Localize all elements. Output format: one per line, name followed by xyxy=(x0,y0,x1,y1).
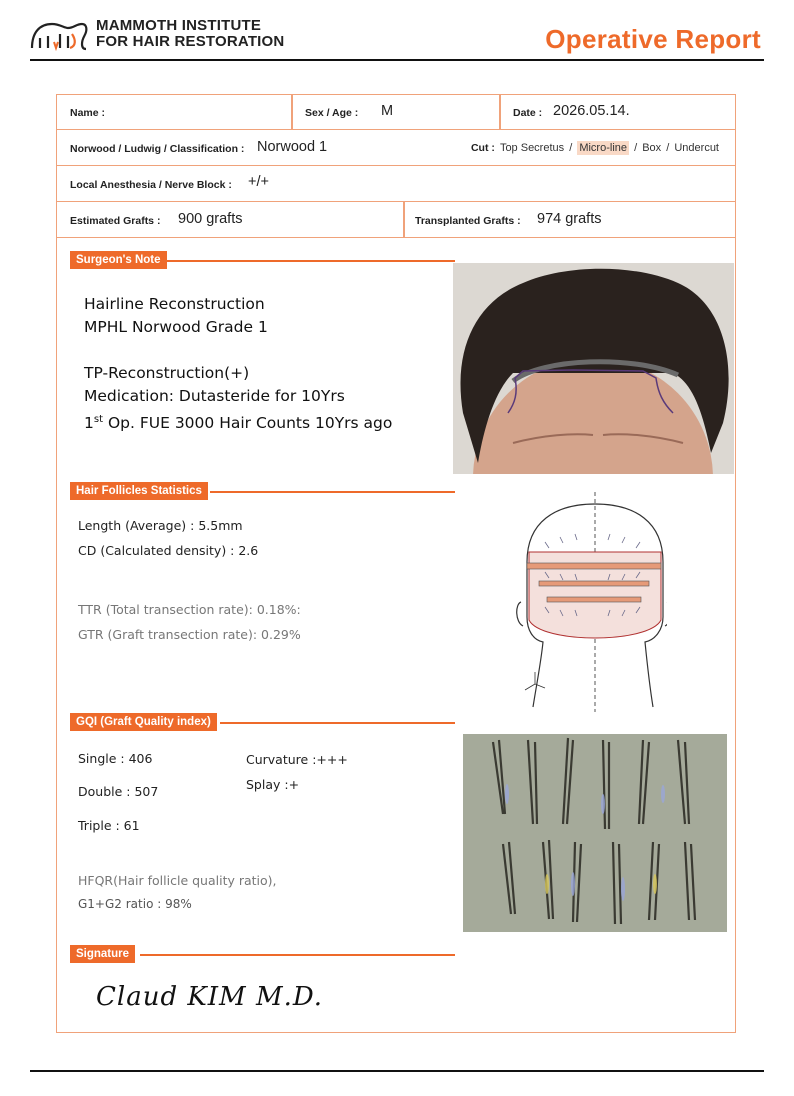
divider xyxy=(499,94,501,129)
section-rule xyxy=(166,260,455,262)
cut-option-micro-line[interactable]: Micro-line xyxy=(579,142,628,154)
signature-heading: Signature xyxy=(70,945,135,963)
cut-label: Cut : xyxy=(470,142,495,154)
sex-age-label: Sex / Age : xyxy=(305,107,359,119)
cut-option-box[interactable]: Box xyxy=(642,142,662,154)
row-grafts xyxy=(56,202,736,238)
follicle-stats-heading: Hair Follicles Statistics xyxy=(70,482,208,500)
date-value[interactable]: 2026.05.14. xyxy=(553,103,630,119)
row-name-sex-date xyxy=(56,94,736,130)
name-label: Name : xyxy=(70,107,106,119)
logo-text xyxy=(96,18,284,50)
cut-option-undercut[interactable]: Undercut xyxy=(674,142,719,154)
date-label: Date : xyxy=(513,107,543,119)
cut-separator: / xyxy=(666,142,670,154)
surgeons-note-heading: Surgeon's Note xyxy=(70,251,167,269)
estimated-grafts-label: Estimated Grafts : xyxy=(70,215,161,227)
cut-option-top-secretus[interactable]: Top Secretus xyxy=(499,142,565,154)
gqi-heading: GQI (Graft Quality index) xyxy=(70,713,217,731)
stat-cd: CD (Calculated density) : 2.6 xyxy=(78,543,259,558)
note-line: MPHL Norwood Grade 1 xyxy=(84,318,268,336)
section-rule xyxy=(220,722,455,724)
graft-micrograph-photo xyxy=(463,734,727,932)
section-rule xyxy=(140,954,455,956)
gqi-splay: Splay :+ xyxy=(246,777,300,792)
classification-label: Norwood / Ludwig / Classification : xyxy=(70,143,245,155)
mammoth-logo-icon xyxy=(30,18,88,52)
signature-handwritten: Claud KIM M.D. xyxy=(96,982,324,1012)
gqi-double: Double : 507 xyxy=(78,784,159,799)
row-anesthesia xyxy=(56,166,736,202)
sex-age-value[interactable]: M xyxy=(381,103,394,119)
stat-length: Length (Average) : 5.5mm xyxy=(78,518,243,533)
divider xyxy=(403,202,405,237)
gqi-triple: Triple : 61 xyxy=(78,818,140,833)
logo-line-2: FOR HAIR RESTORATION xyxy=(96,33,285,50)
footer-divider xyxy=(30,1070,764,1072)
note-line: 1st Op. FUE 3000 Hair Counts 10Yrs ago xyxy=(84,414,393,433)
anesthesia-value[interactable]: +/+ xyxy=(248,174,269,190)
gqi-curvature: Curvature :+++ xyxy=(246,752,348,767)
patient-head-photo xyxy=(453,263,734,474)
gqi-g1g2: G1+G2 ratio : 98% xyxy=(78,897,192,911)
transplanted-grafts-value[interactable]: 974 grafts xyxy=(537,211,602,227)
note-line: TP-Reconstruction(+) xyxy=(84,364,250,382)
note-line: Medication: Dutasteride for 10Yrs xyxy=(84,387,345,405)
donor-area-diagram xyxy=(515,492,667,712)
follicle-stats-header xyxy=(70,482,455,500)
note-line: Hairline Reconstruction xyxy=(84,295,265,313)
transplanted-grafts-label: Transplanted Grafts : xyxy=(415,215,521,227)
cut-options xyxy=(470,142,720,154)
gqi-single: Single : 406 xyxy=(78,751,153,766)
gqi-header xyxy=(70,713,455,731)
surgeons-note-header xyxy=(70,251,455,269)
classification-value[interactable]: Norwood 1 xyxy=(257,139,328,155)
gqi-hfqr: HFQR(Hair follicle quality ratio), xyxy=(78,873,277,888)
report-title: Operative Report xyxy=(545,24,761,54)
signature-header xyxy=(70,945,455,963)
divider xyxy=(291,94,293,129)
cut-separator: / xyxy=(634,142,638,154)
section-rule xyxy=(210,491,455,493)
anesthesia-label: Local Anesthesia / Nerve Block : xyxy=(70,179,232,191)
logo-line-1: MAMMOTH INSTITUTE xyxy=(96,17,262,34)
surgeons-note-body xyxy=(84,293,392,435)
row-classification-cut xyxy=(56,130,736,166)
stat-ttr: TTR (Total transection rate): 0.18%: xyxy=(78,602,301,617)
stat-gtr: GTR (Graft transection rate): 0.29% xyxy=(78,627,301,642)
cut-separator: / xyxy=(569,142,573,154)
estimated-grafts-value[interactable]: 900 grafts xyxy=(178,211,243,227)
header-divider xyxy=(30,59,764,61)
